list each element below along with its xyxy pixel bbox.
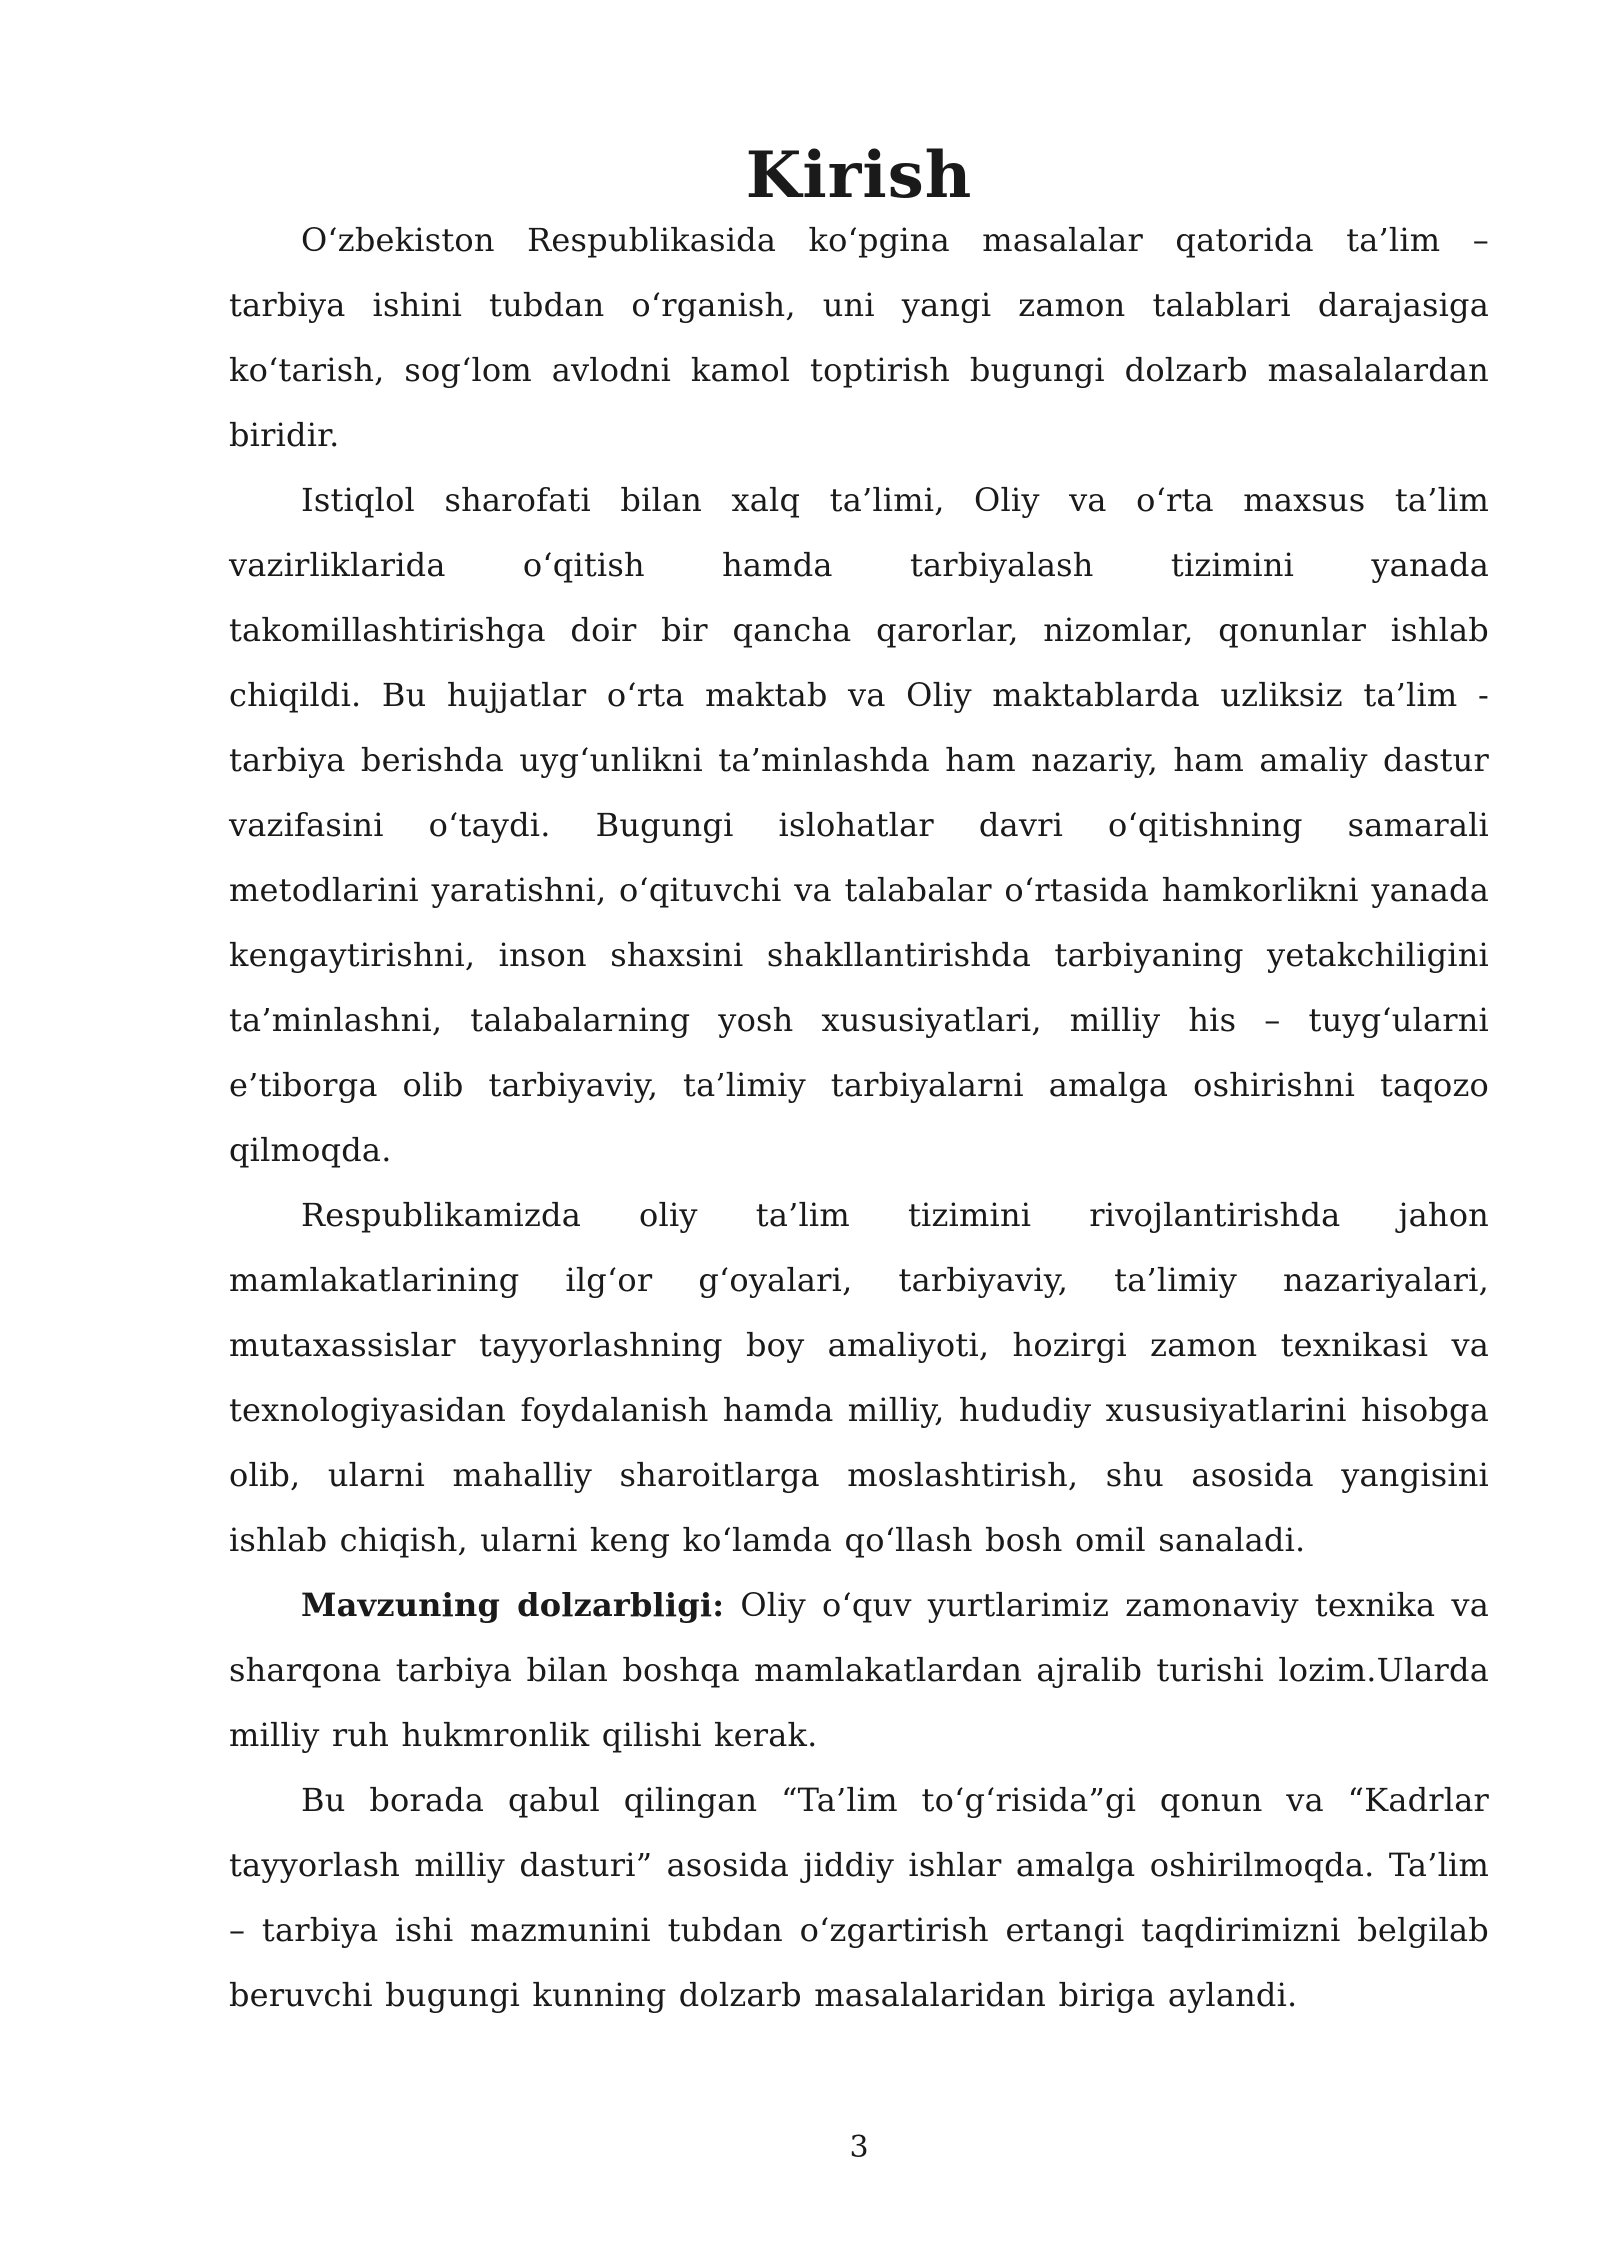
paragraph-intro <box>229 208 1489 468</box>
paragraph-text: Istiqlol sharofati bilan xalq ta’limi, Oliy va o‘rta maxsus ta’lim vazirliklarida o‘qitish hamda tarbiyalash tizimini yanada takomillashtirishga doir bir qancha qarorlar, nizomlar, qonunlar ishlab chiqildi. Bu hujjatlar o‘rta maktab va Oliy maktablarda uzliksiz ta’lim - tarbiya berishda uyg‘unlikni ta’minlashda ham nazariy, ham amaliy dastur vazifasini o‘taydi. Bugungi islohatlar davri o‘qitishning samarali metodlarini yaratishni, o‘qituvchi va talabalar o‘rtasida hamkorlikni yanada kengaytirishni, inson shaxsini shakllantirishda tarbiyaning yetakchiligini ta’minlashni, talabalarning yosh xususiyatlari, milliy his – tuyg‘ularni e’tiborga olib tarbiyaviy, ta’limiy tarbiyalarni amalga oshirishni taqozo qilmoqda. <box>229 481 1489 1169</box>
paragraph-law <box>229 1768 1489 2028</box>
page-number: 3 <box>849 2130 869 2165</box>
paragraph-higher-education <box>229 1183 1489 1573</box>
document-body <box>229 138 1489 2028</box>
paragraph-text: Bu borada qabul qilingan “Ta’lim to‘g‘risida”gi qonun va “Kadrlar tayyorlash milliy dasturi” asosida jiddiy ishlar amalga oshirilmoqda. Ta’lim – tarbiya ishi mazmunini tubdan o‘zgartirish ertangi taqdirimizni belgilab beruvchi bugungi kunning dolzarb masalalaridan biriga aylandi. <box>229 1781 1489 2014</box>
section-title: Kirish <box>745 138 973 213</box>
paragraph-text: O‘zbekiston Respublikasida ko‘pgina masalalar qatorida ta’lim – tarbiya ishini tubdan o‘rganish, uni yangi zamon talablari darajasiga ko‘tarish, sog‘lom avlodni kamol toptirish bugungi dolzarb masalalardan biridir. <box>229 221 1489 454</box>
relevance-heading: Mavzuning dolzarbligi: <box>301 1586 725 1624</box>
paragraph-relevance <box>229 1573 1489 1768</box>
paragraph-reforms <box>229 468 1489 1183</box>
paragraph-text: Oliy o‘quv yurtlarimiz zamonaviy texnika va sharqona tarbiya bilan boshqa mamlakatlardan ajralib turishi lozim.Ularda milliy ruh hukmronlik qilishi kerak. <box>229 1586 1489 1754</box>
paragraph-text: Respublikamizda oliy ta’lim tizimini rivojlantirishda jahon mamlakatlarining ilg‘or g‘oyalari, tarbiyaviy, ta’limiy nazariyalari, mutaxassislar tayyorlashning boy amaliyoti, hozirgi zamon texnikasi va texnologiyasidan foydalanish hamda milliy, hududiy xususiyatlarini hisobga olib, ularni mahalliy sharoitlarga moslashtirish, shu asosida yangisini ishlab chiqish, ularni keng ko‘lamda qo‘llash bosh omil sanaladi. <box>229 1196 1489 1559</box>
